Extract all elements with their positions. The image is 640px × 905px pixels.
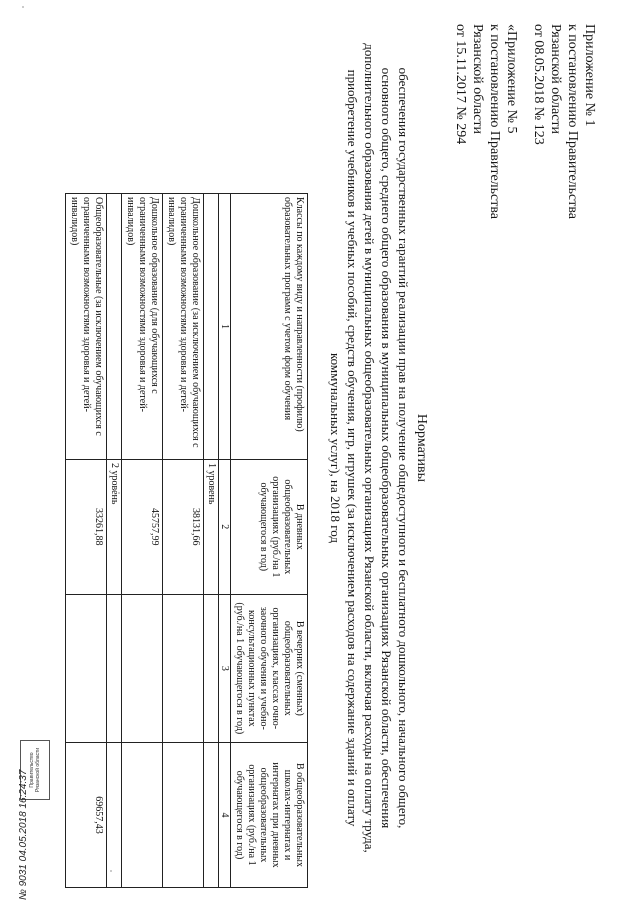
header-cell: В общеобразовательных школах-интернатах и интернатах при дневных общеобразовательных организациях (руб./на 1 обучающегося в год) xyxy=(231,743,308,888)
value-cell: 45757,99 xyxy=(122,459,163,594)
level-row xyxy=(107,194,122,888)
level-cell xyxy=(204,743,219,888)
value-cell xyxy=(163,743,204,888)
value-cell xyxy=(122,743,163,888)
appendix-line: Рязанской области xyxy=(548,24,563,135)
row-label: Дошкольное образование (за исключением обучающихся с ограниченными возможностями здоровья и детей-инвалидов) xyxy=(163,194,204,460)
document-subtitle: обеспечения государственных гарантий реализации прав на получение общедоступного и бесплатного дошкольного, начального общего, основного общего, среднего общего образования в муниципальных общеобразовательных организациях Рязанской области, обеспечения дополнительного образования детей в муниципальных общеобразовательных организациях Рязанской области, включая расходы на оплату труда, приобретение учебников и учебных пособий, средств обучения, игр, игрушек (за исключением расходов на содержание зданий и оплату коммунальных услуг), на 2018 год xyxy=(328,43,411,853)
title-block xyxy=(327,8,430,888)
norms-table xyxy=(65,193,308,888)
level-cell xyxy=(204,194,219,460)
value-cell xyxy=(66,594,107,742)
level-cell xyxy=(107,743,122,888)
row-label: Дошкольное образование (для обучающихся с ограниченными возможностями здоровья и детей-инвалидов) xyxy=(122,194,163,460)
level-cell xyxy=(107,594,122,742)
level-cell xyxy=(204,594,219,742)
appendix-line: Рязанской области xyxy=(470,24,485,135)
column-number: 1 xyxy=(219,194,231,460)
column-number: 2 xyxy=(219,459,231,594)
column-number: 4 xyxy=(219,743,231,888)
stamp-text: Правительство Рязанской области xyxy=(29,747,41,793)
level-row xyxy=(204,194,219,888)
value-cell: 38131,66 xyxy=(163,459,204,594)
column-number: 3 xyxy=(219,594,231,742)
document-number: № 9031 04.05.2018 16:24:37 xyxy=(18,769,29,900)
level-label: 2 уровень xyxy=(107,459,122,594)
appendix-line: Приложение № 1 xyxy=(582,24,597,127)
value-cell xyxy=(163,594,204,742)
value-cell: 33261,88 xyxy=(66,459,107,594)
appendix-line: от 08.05.2018 № 123 xyxy=(531,24,546,145)
table-row xyxy=(66,194,107,888)
value-cell xyxy=(122,594,163,742)
table-header-row xyxy=(231,194,308,888)
appendix-line: к постановлению Правительства xyxy=(487,24,502,220)
header-cell: В вечерних (сменных) общеобразовательных организациях, классах очно-заочного обучения и учебно-консультационных пунктах (руб./на 1 обучающегося в год) xyxy=(231,594,308,742)
table-row xyxy=(163,194,204,888)
value-cell: 69657,43 xyxy=(66,743,107,888)
document-title: Нормативы xyxy=(414,413,429,483)
level-cell xyxy=(107,194,122,460)
header-cell: В дневных общеобразовательных организациях (руб./на 1 обучающегося в год) xyxy=(231,459,308,594)
appendix-line: «Приложение № 5 xyxy=(504,24,519,134)
column-number-row xyxy=(219,194,231,888)
table-row xyxy=(122,194,163,888)
level-label: 1 уровень xyxy=(204,459,219,594)
header-cell: Классы по каждому виду и направленности (профилю) образовательных программ с учетом форм обучения xyxy=(231,194,308,460)
rotated-content xyxy=(20,8,620,888)
appendix-line: от 15.11.2017 № 294 xyxy=(453,24,468,145)
row-label: Общеобразовательные (за исключением обучающихся с ограниченными возможностями здоровья и детей-инвалидов) xyxy=(66,194,107,460)
appendix-block xyxy=(452,24,598,284)
appendix-line: к постановлению Правительства xyxy=(565,24,580,220)
